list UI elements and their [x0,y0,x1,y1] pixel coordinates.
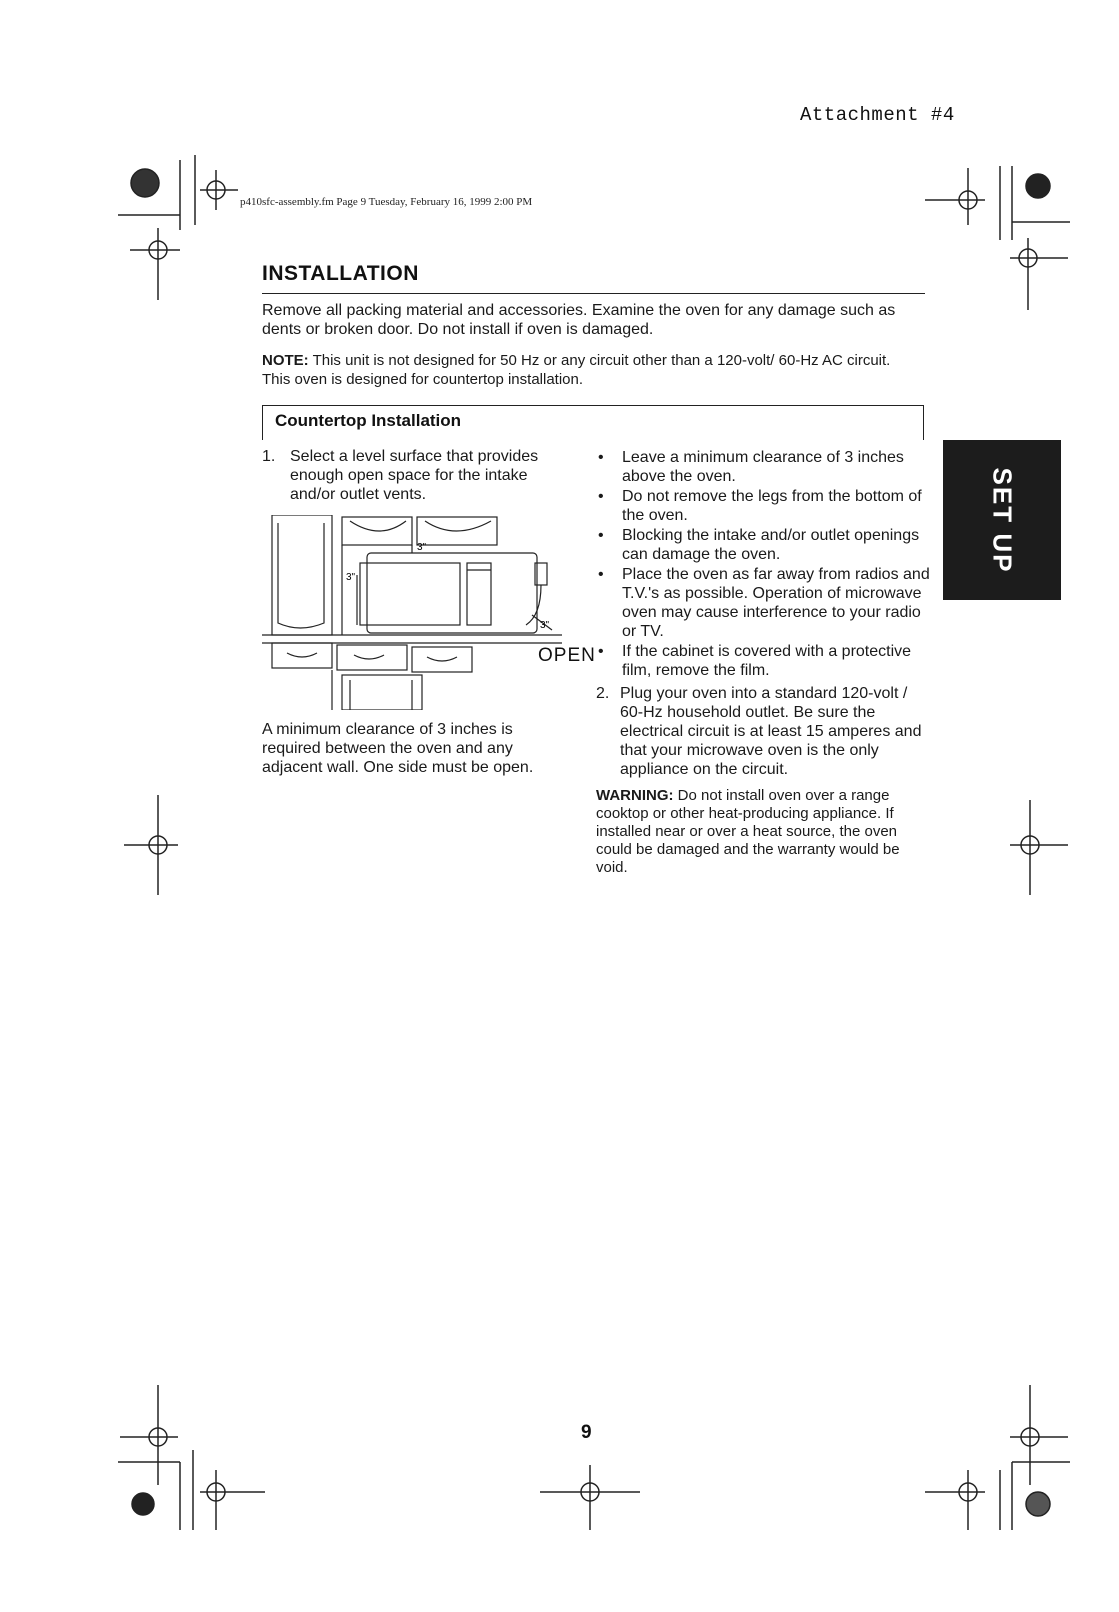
step-2-number: 2. [596,685,610,702]
open-label: OPEN [538,645,596,666]
bullet-text: Leave a minimum clearance of 3 inches above the oven. [622,449,904,485]
note-label: NOTE: [262,352,309,369]
dim-top-label: 3" [417,542,427,553]
file-header-line: p410sfc-assembly.fm Page 9 Tuesday, February 16, 1999 2:00 PM [240,196,533,208]
step-1-text: Select a level surface that provides enough open space for the intake and/or outlet vents. [290,448,539,503]
bullet-item: • Place the oven as far away from radios and T.V.'s as possible. Operation of microwave oven may cause interference to your radio or TV. [598,566,930,640]
warning-label: WARNING: [596,787,674,804]
bullet-item: • Leave a minimum clearance of 3 inches above the oven. [596,448,931,486]
note-paragraph [262,351,922,389]
bullet-text: If the cabinet is covered with a protective film, remove the film. [622,643,912,679]
attachment-label: Attachment #4 [800,104,955,126]
page-number: 9 [581,1422,592,1443]
figure-caption: A minimum clearance of 3 inches is required between the oven and any adjacent wall. One side must be open. [262,721,534,776]
microwave-illustration [262,515,572,710]
right-column [596,448,931,877]
bullet-item: • Blocking the intake and/or outlet openings can damage the oven. [596,526,931,564]
intro-paragraph: Remove all packing material and accessories. Examine the oven for any damage such as dents or broken door. Do not install if oven is damaged. [262,302,896,338]
setup-side-tab [943,440,1061,600]
setup-tab-label: SET UP [987,467,1018,573]
bullet-text: Blocking the intake and/or outlet openings can damage the oven. [622,527,920,563]
warning-text: Do not install oven over a range cooktop or other heat-producing appliance. If installed near or over a heat source, the oven could be damaged and the warranty would be void. [596,787,900,876]
bullet-item: • Do not remove the legs from the bottom of the oven. [596,487,931,525]
note-text: This unit is not designed for 50 Hz or any circuit other than a 120-volt/ 60-Hz AC circuit. This oven is designed for countertop installation. [262,352,891,388]
step-2-text: Plug your oven into a standard 120-volt / 60-Hz household outlet. Be sure the electrical circuit is at least 15 amperes and that your microwave oven is the only appliance on the circuit. [620,685,922,778]
dim-side-label: 3" [346,572,356,583]
title-rule [262,293,925,294]
bullet-text: Place the oven as far away from radios and T.V.'s as possible. Operation of microwave oven may cause interference to your radio or TV. [622,566,930,640]
warning-paragraph [596,787,931,877]
step-2 [596,684,931,779]
step-1-number: 1. [262,448,276,465]
step-1 [262,447,562,504]
bullet-text: Do not remove the legs from the bottom of the oven. [622,488,922,524]
dim-back-label: 3" [540,620,550,631]
bullet-item: • If the cabinet is covered with a protective film, remove the film. [596,642,931,680]
section-title: INSTALLATION [262,262,419,285]
subsection-title: Countertop Installation [275,411,462,430]
